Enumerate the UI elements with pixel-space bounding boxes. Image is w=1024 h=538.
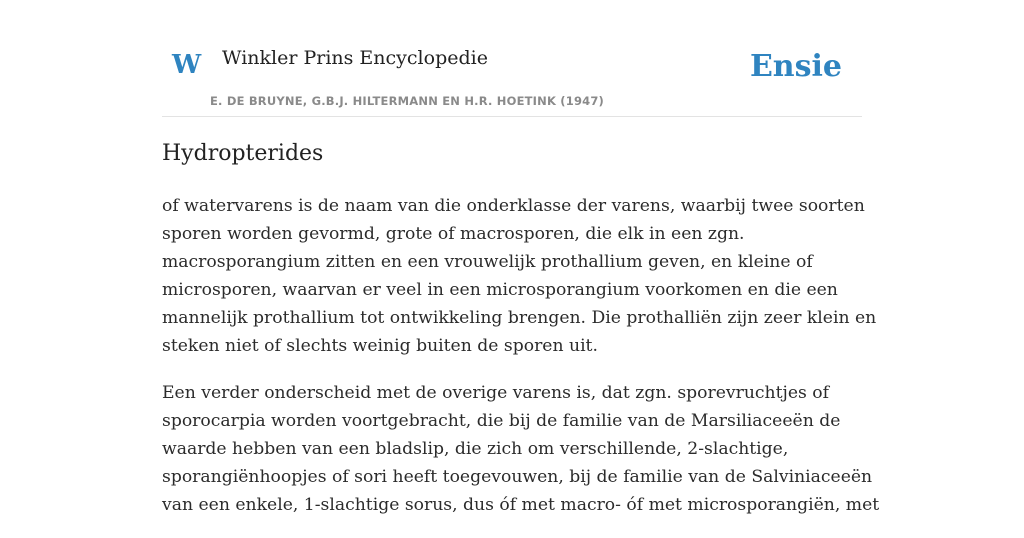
text-line: microsporen, waarvan er veel in een microsporangium voorkomen en die een [162,280,838,300]
text-line: sporocarpia worden voortgebracht, die bij de familie van de Marsiliaceeën de [162,411,841,431]
entry-title: Hydropterides [162,141,324,166]
page [162,0,880,515]
ensie-logo[interactable]: Ensie [749,49,842,84]
source-authors: E. DE BRUYNE, G.B.J. HILTERMANN EN H.R. HOETINK (1947) [210,94,605,108]
winkler-prins-logo[interactable]: W [172,50,202,80]
paragraph-2 [162,379,880,519]
text-line: of watervarens is de naam van die onderklasse der varens, waarbij twee soorten [162,196,865,216]
text-line: steken niet of slechts weinig buiten de sporen uit. [162,336,598,356]
text-line: Een verder onderscheid met de overige varens is, dat zgn. sporevruchtjes of [162,383,829,403]
source-header [162,0,862,117]
text-line: macrosporangium zitten en een vrouwelijk prothallium geven, en kleine of [162,252,813,272]
text-line: waarde hebben van een bladslip, die zich om verschillende, 2-slachtige, [162,439,789,459]
text-line: sporen worden gevormd, grote of macrosporen, die elk in een zgn. [162,224,745,244]
text-line: van een enkele, 1-slachtige sorus, dus óf met macro- óf met microsporangiën, met [162,495,880,515]
paragraph-1 [162,192,877,360]
source-title-link[interactable]: Winkler Prins Encyclopedie [222,47,488,69]
text-line: mannelijk prothallium tot ontwikkeling brengen. Die prothalliën zijn zeer klein en [162,308,877,328]
text-line: sporangiënhoopjes of sori heeft toegevouwen, bij de familie van de Salviniaceeën [162,467,873,487]
entry-body [162,192,880,538]
